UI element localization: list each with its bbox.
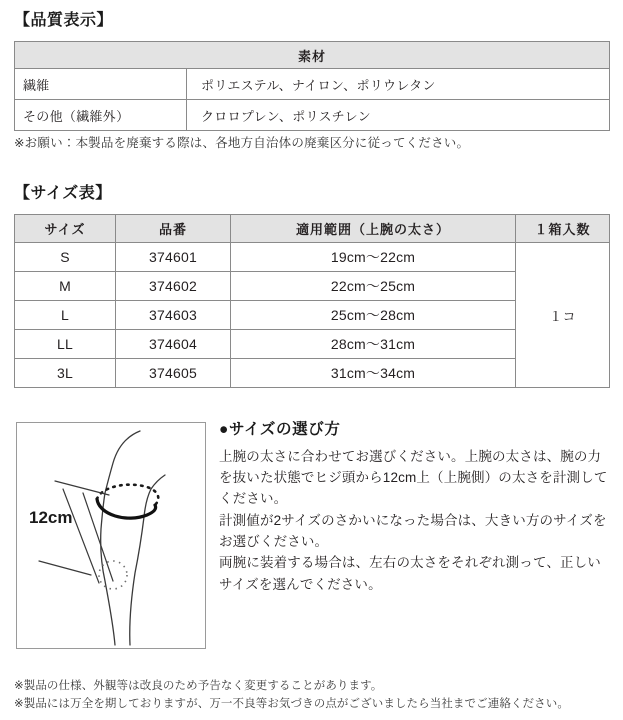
code-cell: 374603 — [116, 301, 231, 330]
size-column-header: サイズ — [15, 215, 116, 243]
size-guide-section — [219, 421, 611, 595]
table-header-row — [15, 215, 610, 243]
arm-measurement-illustration — [16, 422, 206, 649]
footer-note-line: ※製品には万全を期しておりますが、万一不良等お気づきの点がございましたら当社までご連絡ください。 — [14, 697, 569, 710]
size-cell: 3L — [15, 359, 116, 388]
circumference-marker — [97, 485, 158, 518]
size-cell: M — [15, 272, 116, 301]
footer-note-line: ※製品の仕様、外観等は改良のため予告なく変更することがあります。 — [14, 680, 383, 692]
range-column-header: 適用範囲（上腕の太さ） — [231, 215, 516, 243]
table-row — [15, 100, 610, 131]
code-cell: 374602 — [116, 272, 231, 301]
code-cell: 374605 — [116, 359, 231, 388]
range-cell: 22cm〜25cm — [231, 272, 516, 301]
range-cell: 19cm〜22cm — [231, 243, 516, 272]
quality-section-heading: 【品質表示】 — [14, 12, 114, 29]
code-column-header: 品番 — [116, 215, 231, 243]
disposal-note: ※お願い：本製品を廃棄する際は、各地方自治体の廃棄区分に従ってください。 — [14, 136, 470, 150]
quality-row-value: クロロプレン、ポリスチレン — [187, 100, 610, 131]
size-guide-paragraph: 上腕の太さに合わせてお選びください。上腕の太さは、腕の力を抜いた状態でヒジ頭から12cm上（上腕側）の太さを計測してください。 — [219, 448, 608, 507]
table-row — [15, 243, 610, 272]
code-cell: 374601 — [116, 243, 231, 272]
size-cell: S — [15, 243, 116, 272]
size-table — [14, 214, 610, 388]
size-cell: L — [15, 301, 116, 330]
quality-row-value: ポリエステル、ナイロン、ポリウレタン — [187, 69, 610, 100]
measurement-tick-top — [55, 481, 109, 495]
measurement-label: 12cm — [29, 508, 73, 527]
size-chart-section-heading: 【サイズ表】 — [14, 185, 112, 202]
arm-diagram-svg — [17, 423, 205, 648]
quality-row-label: その他（繊維外） — [15, 100, 187, 131]
quality-table — [14, 41, 610, 131]
range-cell: 25cm〜28cm — [231, 301, 516, 330]
range-cell: 28cm〜31cm — [231, 330, 516, 359]
quality-row-label: 繊維 — [15, 69, 187, 100]
forearm-back-contour — [130, 517, 144, 645]
size-cell: LL — [15, 330, 116, 359]
measurement-tick-bottom — [39, 561, 91, 575]
size-guide-paragraph: 両腕に装着する場合は、左右の太さをそれぞれ測って、正しいサイズを選んでください。 — [219, 555, 601, 592]
quality-table-header-material: 素材 — [15, 42, 610, 69]
size-guide-heading: ●サイズの選び方 — [219, 421, 341, 438]
table-header-row — [15, 42, 610, 69]
footer-notes — [14, 678, 569, 714]
range-cell: 31cm〜34cm — [231, 359, 516, 388]
code-cell: 374604 — [116, 330, 231, 359]
quantity-cell: １コ — [516, 243, 610, 388]
size-guide-paragraph: 計測値が2サイズのさかいになった場合は、大きい方のサイズをお選びください。 — [219, 512, 607, 549]
table-row — [15, 69, 610, 100]
quantity-column-header: １箱入数 — [516, 215, 610, 243]
measurement-dimension — [39, 481, 113, 583]
